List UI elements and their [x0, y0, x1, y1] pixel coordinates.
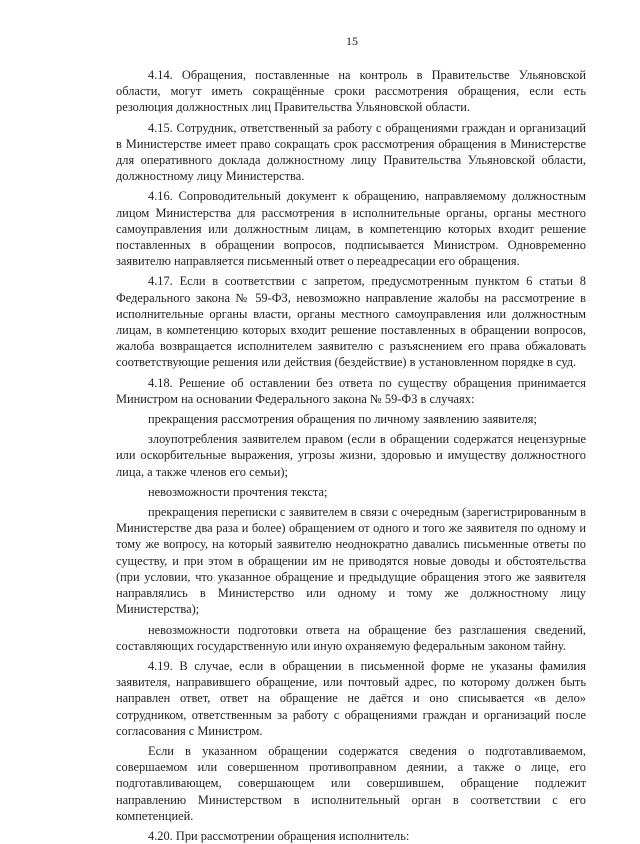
list-item: злоупотребления заявителем правом (если в обращении содержатся нецензурные или оскорбительные выражения, угрозы жизни, здоровью и имуществу должностного лица, а также членов его семьи); — [116, 432, 586, 479]
list-item: прекращения переписки с заявителем в связи с очередным (зарегистрированным в Министерстве два раза и более) обращением от одного и того же заявителя по одному и тому же вопросу, на который заявителю неоднократно давались письменные ответы по существу, и при этом в обращении им не приводятся новые доводы и обстоятельства (при условии, что указанное обращение и предыдущие обращения этого же заявителя направлялись в Министерство или одному и тому же должностному лицу Министерства); — [116, 505, 586, 617]
paragraph-4-14: 4.14. Обращения, поставленные на контроль в Правительстве Ульяновской области, могут иметь сокращённые сроки рассмотрения обращения, если есть резолюция должностных лиц Правительства Ульяновской области. — [116, 68, 586, 115]
paragraph-4-16: 4.16. Сопроводительный документ к обращению, направляемому должностным лицом Министерства для рассмотрения в исполнительные органы, органы местного самоуправления или должностным лицам, в компетенцию которых входит решение поставленных в обращении вопросов, подписывается Министром. Одновременно заявителю направляется письменный ответ о переадресации его обращения. — [116, 189, 586, 269]
paragraph-4-18: 4.18. Решение об оставлении без ответа по существу обращения принимается Министром на основании Федерального закона № 59-ФЗ в случаях: — [116, 375, 586, 406]
list-item: невозможности прочтения текста; — [148, 484, 328, 499]
paragraph-4-19: 4.19. В случае, если в обращении в письменной форме не указаны фамилия заявителя, направившего обращение, или почтовый адрес, по которому должен быть направлен ответ, ответ на обращение не даётся и оно списывается «в дело» сотрудником, ответственным за работу с обращениями граждан и организаций после согласования с Министром. — [116, 658, 586, 738]
page-number: 15 — [346, 34, 358, 48]
paragraph-4-17: 4.17. Если в соответствии с запретом, предусмотренным пунктом 6 статьи 8 Федерального закона № 59-ФЗ, невозможно направление жалобы на рассмотрение в исполнительные органы власти, органы местного самоуправления или должностным лицам, в компетенцию которых входит решение поставленных в обращении вопросов, жалоба возвращается исполнителем заявителю с разъяснением его права обжаловать соответствующие решения или действия (бездействие) в установленном порядке в суд. — [116, 274, 586, 370]
paragraph-4-15: 4.15. Сотрудник, ответственный за работу с обращениями граждан и организаций в Министерстве имеет право сокращать срок рассмотрения обращения в Министерстве для оперативного доклада должностному лицу Правительства Ульяновской области, должностному лицу Министерства. — [116, 120, 586, 184]
paragraph-4-20: 4.20. При рассмотрении обращения исполнитель: — [148, 828, 410, 843]
list-item: прекращения рассмотрения обращения по личному заявлению заявителя; — [148, 412, 537, 427]
list-item: невозможности подготовки ответа на обращение без разглашения сведений, составляющих государственную или иную охраняемую федеральным законом тайну. — [116, 622, 586, 653]
paragraph-4-19-continued: Если в указанном обращении содержатся сведения о подготавливаемом, совершаемом или совершенном противоправном деянии, а также о лице, его подготавливающем, совершающем или совершившем, обращение подлежит направлению Министерством в исполнительный орган в соответствии с его компетенцией. — [116, 743, 586, 823]
